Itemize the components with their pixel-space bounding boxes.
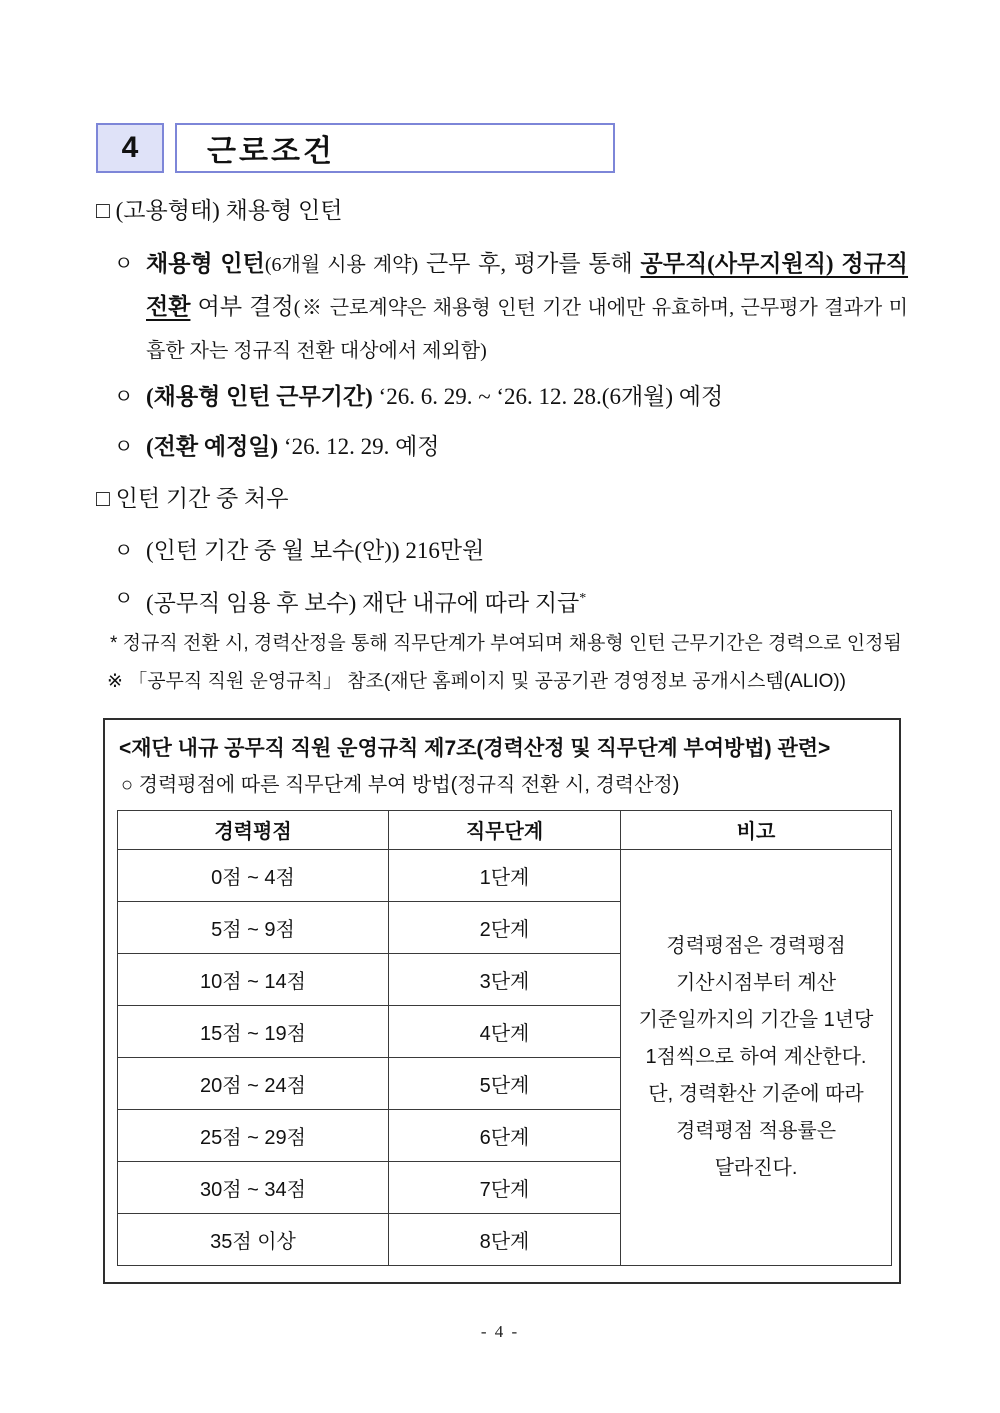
- text-segment: ‘26. 12. 29. 예정: [278, 434, 440, 459]
- heading-intern-treatment: □ 인턴 기간 중 처우: [96, 486, 289, 511]
- cell-level: 6단계: [389, 1109, 621, 1161]
- cell-remark: [621, 849, 892, 1265]
- bullet-intern-period: [96, 376, 908, 418]
- cell-level: 7단계: [389, 1161, 621, 1213]
- bullet-monthly-pay: [96, 530, 908, 572]
- cell-score: 20점 ~ 24점: [118, 1057, 389, 1109]
- rule-box-heading: <재단 내규 공무직 직원 운영규칙 제7조(경력산정 및 직무단계 부여방법) 관련>: [119, 736, 831, 760]
- cell-level: 3단계: [389, 953, 621, 1005]
- cell-level: 2단계: [389, 901, 621, 953]
- remark-line: 달라진다.: [714, 1156, 798, 1179]
- bullet-marker: ㅇ: [114, 436, 134, 458]
- heading-employment-type: □ (고용형태) 채용형 인턴: [96, 198, 343, 223]
- text-segment-bold: 채용형 인턴: [146, 251, 265, 276]
- text-segment-bold: (채용형 인턴 근무기간): [146, 384, 373, 409]
- cell-score: 25점 ~ 29점: [118, 1109, 389, 1161]
- table-header-row: [118, 810, 892, 849]
- cell-score: 5점 ~ 9점: [118, 901, 389, 953]
- cell-score: 15점 ~ 19점: [118, 1005, 389, 1057]
- cell-level: 5단계: [389, 1057, 621, 1109]
- section-header: [96, 123, 615, 173]
- cell-score: 0점 ~ 4점: [118, 849, 389, 901]
- bullet-marker: ㅇ: [114, 253, 134, 275]
- text-segment: 근무 후, 평가를 통해: [418, 251, 641, 276]
- footnote-career-recognition: * 정규직 전환 시, 경력산정을 통해 직무단계가 부여되며 채용형 인턴 근무기간은 경력으로 인정됨: [110, 632, 902, 654]
- section-number-badge: 4: [96, 123, 164, 173]
- bullet-conversion-date: [96, 426, 908, 468]
- remark-line: 경력평점 적용률은: [675, 1119, 837, 1142]
- bullet-marker: ㅇ: [114, 540, 134, 562]
- footnote-rule-reference: ※ 「공무직 직원 운영규칙」 참조(재단 홈페이지 및 공공기관 경영정보 공개시스템(ALIO)): [107, 670, 847, 692]
- remark-line: 경력평점은 경력평점: [666, 934, 846, 957]
- col-header-career-score: 경력평점: [118, 810, 389, 849]
- career-grade-table: [117, 810, 892, 1266]
- rule-box: [103, 718, 901, 1284]
- table-row: [118, 849, 892, 901]
- bullet-intern-conversion: [96, 243, 908, 372]
- cell-level: 4단계: [389, 1005, 621, 1057]
- rule-box-subheading: ○ 경력평점에 따른 직무단계 부여 방법(정규직 전환 시, 경력산정): [121, 773, 680, 796]
- remark-line: 단, 경력환산 기준에 따라: [648, 1082, 864, 1105]
- section-title: 근로조건: [175, 123, 615, 173]
- remark-line: 기준일까지의 기간을 1년당: [638, 1008, 874, 1031]
- remark-line: 기산시점부터 계산: [675, 971, 837, 994]
- text-segment: ‘26. 6. 29. ~ ‘26. 12. 28.(6개월) 예정: [372, 384, 724, 409]
- text-segment: 여부 결정: [190, 294, 294, 319]
- document-body: [96, 196, 908, 1284]
- cell-level: 1단계: [389, 849, 621, 901]
- cell-score: 30점 ~ 34점: [118, 1161, 389, 1213]
- text-segment: (인턴 기간 중 월 보수(안)) 216만원: [146, 538, 485, 563]
- col-header-job-level: 직무단계: [389, 810, 621, 849]
- footnote-asterisk: *: [579, 591, 587, 606]
- text-segment-bold: (전환 예정일): [146, 434, 279, 459]
- text-segment-bold-underline: 공무직(사무지원직) 정규직 전환: [146, 251, 909, 319]
- col-header-remark: 비고: [621, 810, 892, 849]
- text-segment-small: (6개월 시용 계약): [264, 254, 419, 276]
- remark-line: 1점씩으로 하여 계산한다.: [645, 1045, 867, 1068]
- bullet-marker: ㅇ: [114, 386, 134, 408]
- text-segment-small: (※ 근로계약은 채용형 인턴 기간 내에만 유효하며, 근무평가 결과가 미흡한 자는 정규직 전환 대상에서 제외함): [146, 297, 908, 362]
- cell-score: 35점 이상: [118, 1213, 389, 1265]
- cell-score: 10점 ~ 14점: [118, 953, 389, 1005]
- page-number: - 4 -: [480, 1322, 520, 1341]
- text-segment: (공무직 임용 후 보수) 재단 내규에 따라 지급: [146, 590, 580, 616]
- bullet-marker: ㅇ: [114, 588, 134, 610]
- bullet-pay-after-appointment: [96, 578, 908, 625]
- cell-level: 8단계: [389, 1213, 621, 1265]
